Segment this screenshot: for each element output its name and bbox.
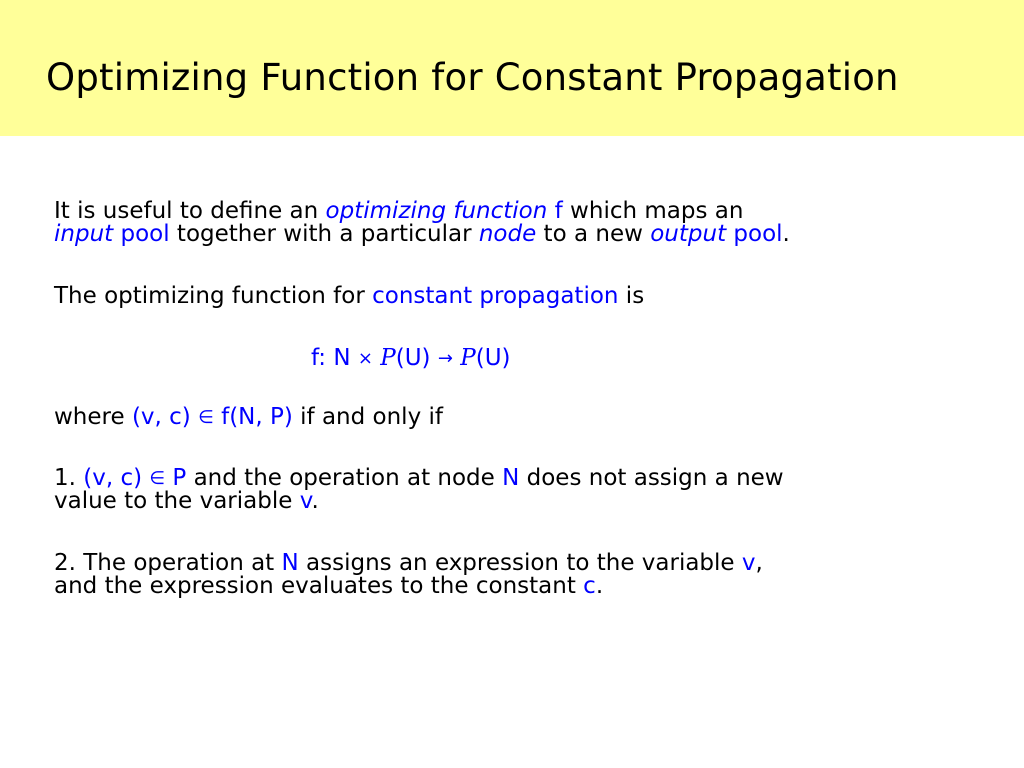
- function-signature: [311, 345, 511, 372]
- term-pool: pool: [113, 221, 170, 247]
- text: to a new: [536, 221, 651, 247]
- text: and the expression evaluates to the constant: [54, 573, 584, 599]
- text: together with a particular: [169, 221, 479, 247]
- text: .: [311, 488, 319, 514]
- text: if and only if: [292, 404, 443, 430]
- text: ,: [755, 550, 763, 576]
- text: .: [595, 573, 604, 599]
- symbol-f: f: [554, 198, 563, 224]
- pair-vc: (v, c): [131, 404, 199, 430]
- text: value to the variable: [54, 488, 300, 514]
- symbol-n: N: [502, 465, 520, 491]
- text: 1.: [54, 465, 84, 491]
- text: The optimizing function for: [54, 283, 373, 309]
- definition-line: [54, 285, 644, 308]
- condition-line: [54, 406, 443, 429]
- text: (U): [475, 345, 511, 371]
- text: 2. The operation at: [54, 550, 282, 576]
- arrow-symbol: →: [437, 348, 453, 369]
- symbol-v: v: [299, 488, 312, 514]
- intro-line-2: [54, 223, 790, 246]
- case-2-line-1: [54, 552, 763, 575]
- symbol-c: c: [583, 573, 596, 599]
- pair-vc: (v, c): [83, 465, 150, 491]
- case-1-line-2: [54, 490, 319, 513]
- text: assigns an expression to the variable: [298, 550, 742, 576]
- powerset-symbol: P: [380, 345, 396, 371]
- slide-title: Optimizing Function for Constant Propagation: [46, 56, 899, 99]
- element-of-symbol: ∈: [198, 407, 214, 428]
- term-node: node: [478, 221, 537, 247]
- text: (U): [395, 345, 438, 371]
- expr-f-n-p: f(N, P): [213, 404, 293, 430]
- symbol-p: P: [165, 465, 187, 491]
- term-output: output: [650, 221, 727, 247]
- term-optimizing-function: optimizing function: [325, 198, 548, 224]
- symbol-v: v: [741, 550, 756, 576]
- text: It is useful to define an: [54, 198, 326, 224]
- text: which maps an: [562, 198, 744, 224]
- text: and the operation at node: [186, 465, 503, 491]
- intro-line-1: [54, 200, 743, 223]
- element-of-symbol: ∈: [149, 468, 166, 489]
- powerset-symbol: P: [460, 345, 476, 371]
- symbol-n: N: [281, 550, 299, 576]
- text: f: N: [311, 345, 358, 371]
- case-1-line-1: [54, 467, 784, 490]
- term-input: input: [54, 221, 114, 247]
- text: where: [54, 404, 132, 430]
- case-2-line-2: [54, 575, 603, 598]
- times-symbol: ×: [357, 348, 373, 369]
- text: .: [782, 221, 790, 247]
- text: is: [618, 283, 645, 309]
- term-pool: pool: [726, 221, 783, 247]
- text: does not assign a new: [519, 465, 784, 491]
- term-constant-propagation: constant propagation: [372, 283, 619, 309]
